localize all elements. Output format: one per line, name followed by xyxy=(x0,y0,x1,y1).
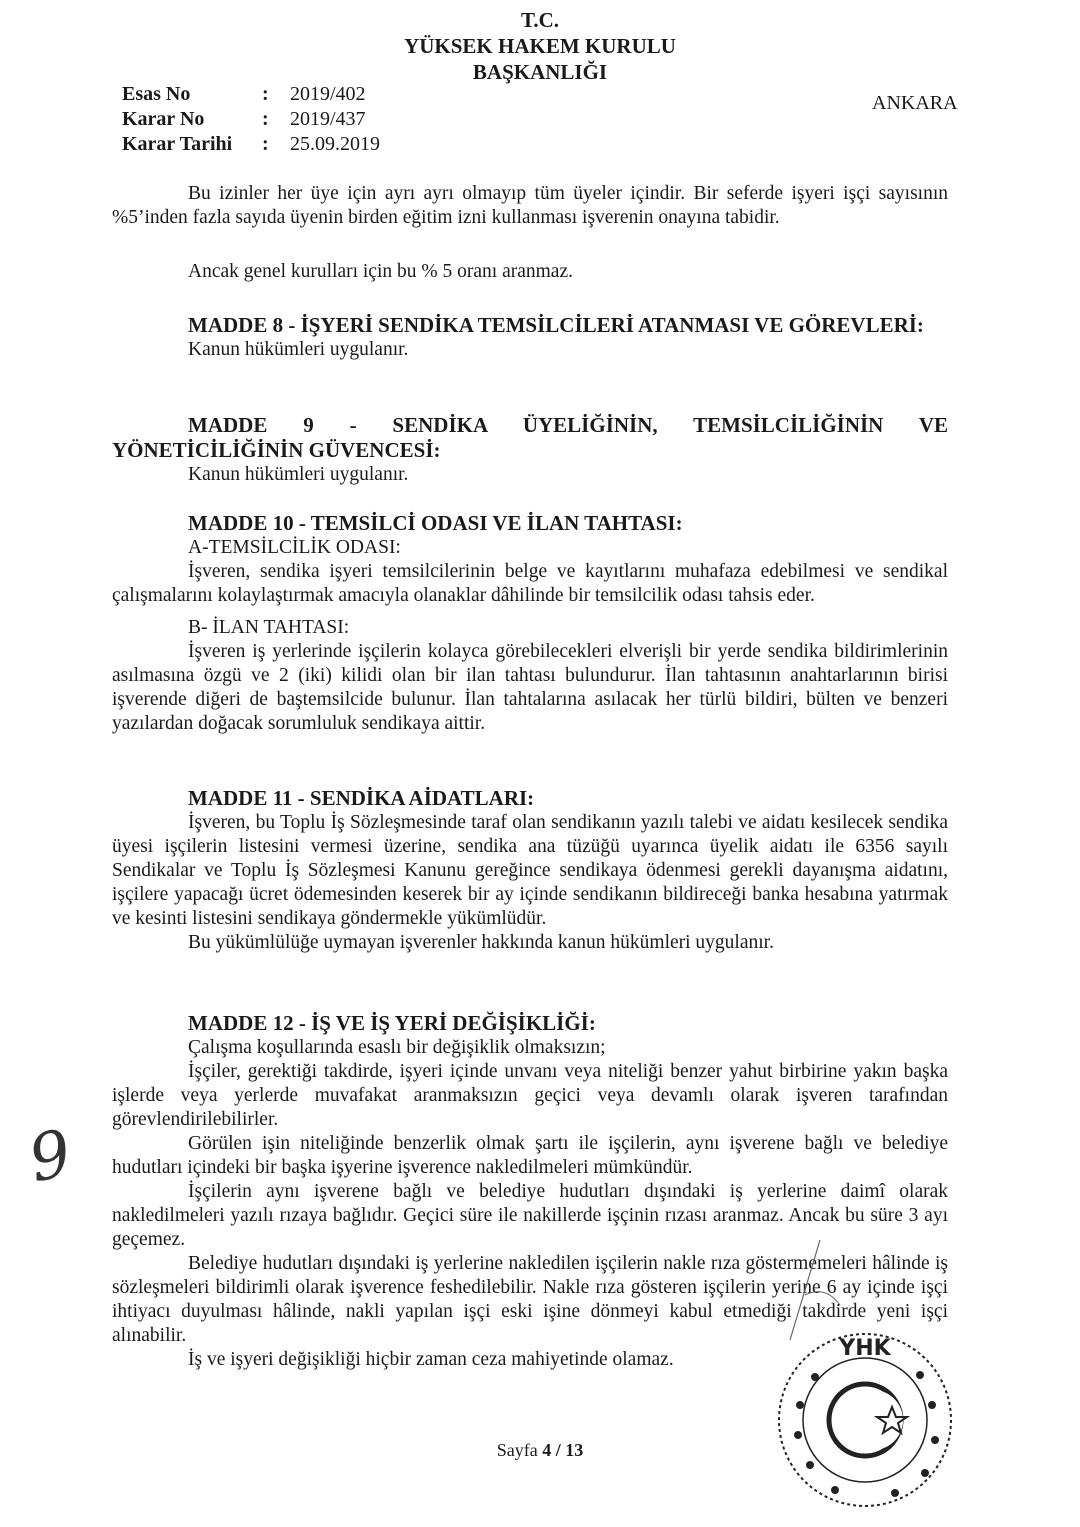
article-text: Kanun hükümleri uygulanır. xyxy=(188,464,409,485)
article-8 xyxy=(112,313,948,362)
header-tc: T.C. xyxy=(520,8,560,32)
article-title: MADDE 10 - TEMSİLCİ ODASI VE İLAN TAHTASI: xyxy=(188,511,683,535)
meta-label: Karar No xyxy=(122,108,205,130)
article-text: İşveren, bu Toplu İş Sözleşmesinde taraf olan sendikanın yazılı talebi ve aidatı kesilecek sendika üyesi işçilerin listesini vermesi üzerine, sendika ana tüzüğü uyarınca üyelik aidatı ile 6356 sayılı Sendikalar ve Toplu İş Sözleşmesi Kanunu gereğince sendikaya ödenmesi gerekli dayanışma aidatını, işçilere yapacağı ücret ödemesinden keserek bir ay içinde sendikanın bildireceği banka hesabına yatırmak ve kesinti listesini sendikaya göndermekle yükümlüdür. xyxy=(112,812,948,929)
article-title: MADDE 12 - İŞ VE İŞ YERİ DEĞİŞİKLİĞİ: xyxy=(188,1011,596,1035)
article-text: Görülen işin niteliğinde benzerlik olmak şartı ile işçilerin, aynı işverene bağlı ve belediye hudutları içindeki bir başka işyerine işverence nakledilmeleri mümkündür. xyxy=(112,1133,948,1178)
page-sep: / xyxy=(551,1440,566,1460)
article-text: İş ve işyeri değişikliği hiçbir zaman ceza mahiyetinde olamaz. xyxy=(188,1349,674,1370)
paragraph-general-assembly xyxy=(112,260,948,284)
page-number xyxy=(380,1440,700,1461)
meta-label: Karar Tarihi xyxy=(122,133,233,155)
paragraph-text: Bu izinler her üye için ayrı ayrı olmayıp tüm üyeler içindir. Bir seferde işyeri işçi sayısının %5’inden fazla sayıda üyenin birden eğitim izni kullanması işverenin onayına tabidir. xyxy=(112,183,948,228)
page-current: 4 xyxy=(542,1440,552,1460)
meta-esas-no xyxy=(122,82,366,106)
meta-value: 25.09.2019 xyxy=(290,133,380,155)
subsection-a-title: A-TEMSİLCİLİK ODASI: xyxy=(188,537,401,558)
header-city: ANKARA xyxy=(872,92,958,114)
article-title: MADDE 9 - SENDİKA ÜYELİĞİNİN, TEMSİLCİLİĞİNİN VE YÖNETİCİLİĞİNİN GÜVENCESİ: xyxy=(112,413,948,462)
meta-value: 2019/437 xyxy=(290,108,366,130)
stamp-logo-text: YHK xyxy=(839,1336,891,1361)
article-title: MADDE 8 - İŞYERİ SENDİKA TEMSİLCİLERİ ATANMASI VE GÖREVLERİ: xyxy=(188,313,924,337)
meta-sep: : xyxy=(262,133,269,155)
meta-sep: : xyxy=(262,83,269,105)
subsection-b-title: B- İLAN TAHTASI: xyxy=(188,617,350,638)
meta-karar-tarihi xyxy=(122,132,380,156)
page-prefix: Sayfa xyxy=(496,1440,543,1460)
subsection-b-text: İşveren iş yerlerinde işçilerin kolayca görebilecekleri elverişli bir yerde sendika bildirimlerinin asılmasına özgü ve 2 (iki) kilidi olan bir ilan tahtası bulundurur. İlan tahtasının anahtarlarının birisi işverende diğeri de baştemsilcide bulunur. İlan tahtalarına asılacak her türlü bildiri, bülten ve benzeri yazılardan doğacak sorumluluk sendikaya aittir. xyxy=(112,641,948,734)
meta-karar-no xyxy=(122,107,366,131)
page-total: 13 xyxy=(565,1440,584,1460)
official-stamp-icon xyxy=(770,1325,960,1515)
margin-handwritten-mark: 9 xyxy=(22,1116,78,1198)
article-text: Bu yükümlülüğe uymayan işverenler hakkında kanun hükümleri uygulanır. xyxy=(188,932,774,953)
header-institution: YÜKSEK HAKEM KURULU xyxy=(404,34,676,58)
article-text: Kanun hükümleri uygulanır. xyxy=(188,339,409,360)
article-text: İşçiler, gerektiği takdirde, işyeri içinde unvanı veya niteliği benzer yahut birbirine yakın başka işlerde veya yerlerde muvafakat aranmaksızın geçici veya devamlı olarak işveren tarafından görevlendirilebilirler. xyxy=(112,1061,948,1130)
subsection-a-text: İşveren, sendika işyeri temsilcilerinin belge ve kayıtlarını muhafaza edebilmesi ve sendikal çalışmalarını kolaylaştırmak amacıyla olanaklar dâhilinde bir temsilcilik odası tahsis eder. xyxy=(112,561,948,606)
meta-value: 2019/402 xyxy=(290,83,366,105)
meta-sep: : xyxy=(262,108,269,130)
article-text: İşçilerin aynı işverene bağlı ve belediye hudutları dışındaki iş yerlerine daimî olarak nakledilmeleri yazılı rızaya bağlıdır. Geçici süre ile nakillerde işçinin rızası aranmaz. Ancak bu süre 3 ayı geçemez. xyxy=(112,1181,948,1250)
article-11 xyxy=(112,786,948,955)
article-text: Belediye hudutları dışındaki iş yerlerine nakledilen işçilerin nakle rıza göstermemeleri hâlinde iş sözleşmeleri bildirimli olarak işverence feshedilebilir. Nakle rıza gösteren işçilerin yerine 6 ay içinde işçi ihtiyacı duyulması hâlinde, nakli yapılan işçi eski işine dönmeyi kabul etmediği takdirde yeni işçi alınabilir. xyxy=(112,1253,948,1346)
paragraph-text: Ancak genel kurulları için bu % 5 oranı aranmaz. xyxy=(188,261,573,282)
paragraph-leave xyxy=(112,182,948,230)
article-10 xyxy=(112,511,948,736)
article-9 xyxy=(112,413,948,487)
article-text: Çalışma koşullarında esaslı bir değişiklik olmaksızın; xyxy=(188,1037,606,1058)
article-title: MADDE 11 - SENDİKA AİDATLARI: xyxy=(188,786,535,810)
header-presidency: BAŞKANLIĞI xyxy=(472,60,608,84)
meta-label: Esas No xyxy=(122,83,191,105)
pen-stroke-icon xyxy=(780,1235,860,1345)
